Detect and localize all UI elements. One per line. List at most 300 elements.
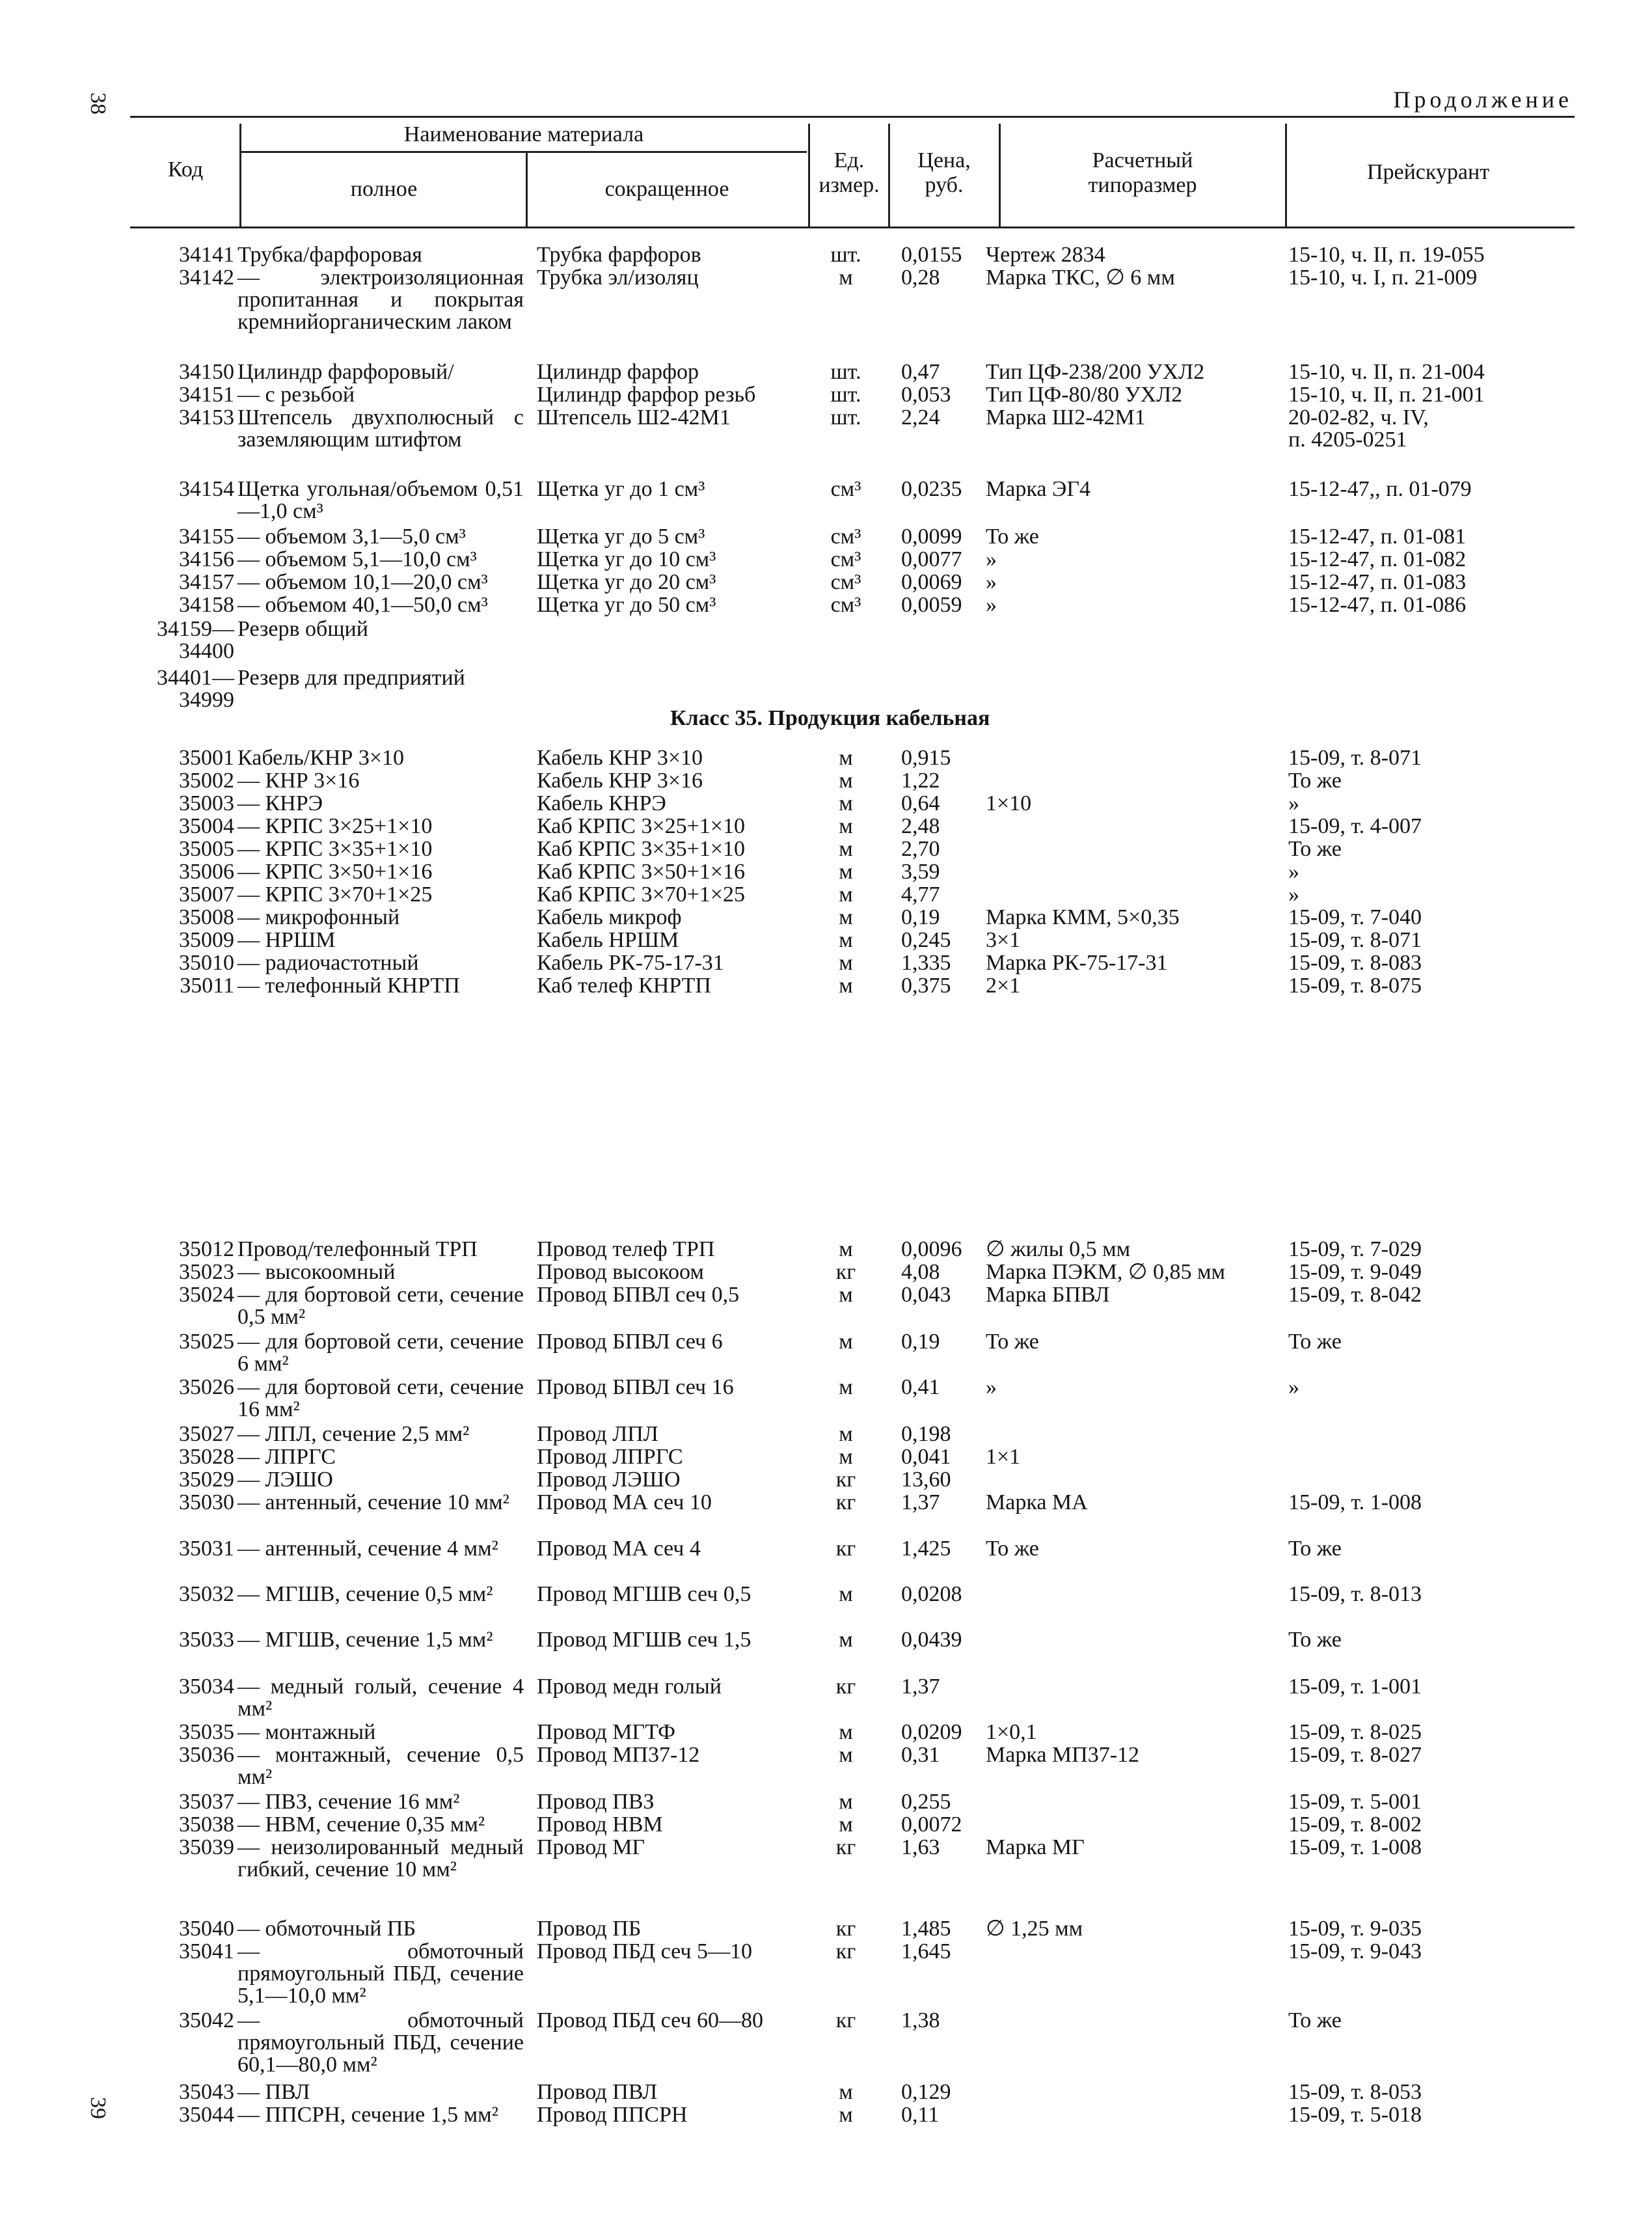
code-cell <box>130 1261 234 1283</box>
unit-cell: м <box>839 1375 853 1399</box>
price-cell: 0,11 <box>901 2103 940 2127</box>
pricelist-cell <box>1288 2081 1601 2103</box>
code-cell-line: 35008 <box>179 905 234 929</box>
size-cell: Марка Ш2-42М1 <box>986 405 1146 430</box>
unit-cell: м <box>839 974 853 998</box>
full-name-cell-line: — объемом 40,1—50,0 см³ <box>237 593 488 617</box>
code-cell-line: 35024 <box>179 1283 234 1307</box>
unit-cell: кг <box>835 2008 856 2032</box>
short-name-cell: Цилиндр фарфор <box>537 360 699 384</box>
code-cell-line: 35037 <box>179 1790 234 1814</box>
price-cell: 1,37 <box>901 1490 940 1514</box>
full-name-cell <box>237 1469 524 1491</box>
pricelist-cell-line: 15-09, т. 4-007 <box>1288 814 1422 838</box>
code-cell-line: 35006 <box>179 860 234 884</box>
full-name-cell <box>237 594 524 616</box>
full-name-cell-line: — микрофонный <box>237 905 400 929</box>
pricelist-cell <box>1288 571 1601 594</box>
pricelist-cell-line: » <box>1288 860 1299 884</box>
short-name-cell: Каб КРПС 3×25+1×10 <box>537 814 745 838</box>
full-name-cell <box>237 975 524 997</box>
short-name-cell: Провод ППСРН <box>537 2103 688 2127</box>
pricelist-cell <box>1288 770 1601 792</box>
full-name-cell-line: — обмоточный прямоугольный ПБД, сечение 60,1—80,0 мм² <box>237 2008 524 2077</box>
price-cell: 0,41 <box>901 1375 940 1399</box>
unit-cell: шт. <box>830 383 861 407</box>
pricelist-cell <box>1288 793 1601 815</box>
code-cell-line: 35005 <box>179 837 234 861</box>
unit-cell: см³ <box>830 593 861 617</box>
price-cell: 0,64 <box>901 791 940 815</box>
pricelist-cell <box>1288 815 1601 838</box>
short-name-cell: Провод ПБД сеч 5—10 <box>537 1939 753 1963</box>
unit-cell: см³ <box>830 525 861 549</box>
price-cell: 0,0059 <box>901 593 962 617</box>
short-name-cell: Провод БПВЛ сеч 6 <box>537 1330 723 1354</box>
full-name-cell-line: — электроизоляционная пропитанная и покрытая кремнийорганическим лаком <box>237 266 524 334</box>
header-divider <box>808 124 810 226</box>
size-cell: » <box>986 593 997 617</box>
size-cell: Марка ЭГ4 <box>986 477 1091 501</box>
unit-cell: м <box>839 746 853 770</box>
short-name-cell: Штепсель Ш2-42М1 <box>537 405 731 430</box>
code-cell <box>130 667 234 711</box>
unit-cell: кг <box>835 1490 856 1514</box>
short-name-cell: Провод БПВЛ сеч 16 <box>537 1375 734 1399</box>
full-name-cell <box>237 1331 524 1375</box>
code-cell <box>130 952 234 974</box>
full-name-cell <box>237 838 524 860</box>
price-cell: 0,0099 <box>901 525 962 549</box>
short-name-cell: Провод ПБ <box>537 1917 642 1941</box>
pricelist-cell-line: 15-09, т. 1-008 <box>1288 1490 1422 1514</box>
pricelist-cell-line: 15-09, т. 5-001 <box>1288 1790 1422 1814</box>
unit-cell: м <box>839 1628 853 1652</box>
price-cell: 0,19 <box>901 1330 940 1354</box>
code-cell-line: 35035 <box>179 1720 234 1744</box>
price-cell: 0,47 <box>901 360 940 384</box>
short-name-cell: Провод высокоом <box>537 1260 704 1284</box>
full-name-cell-line: — объемом 3,1—5,0 см³ <box>237 525 466 549</box>
page-number-bottom: 39 <box>86 2097 110 2119</box>
pricelist-cell <box>1288 594 1601 616</box>
price-cell: 3,59 <box>901 860 940 884</box>
size-cell: Тип ЦФ-238/200 УХЛ2 <box>986 360 1205 384</box>
pricelist-cell <box>1288 1941 1601 1963</box>
size-cell: Марка РК-75-17-31 <box>986 951 1168 975</box>
code-cell <box>130 549 234 571</box>
code-cell-line: 35026 <box>179 1375 234 1399</box>
full-name-cell <box>237 1837 524 1881</box>
full-name-cell <box>237 478 524 523</box>
pricelist-cell <box>1288 478 1601 500</box>
code-cell-line: 35034 <box>179 1675 234 1699</box>
price-cell: 1,645 <box>901 1939 951 1963</box>
full-name-cell-line: — с резьбой <box>237 383 355 407</box>
pricelist-cell-line: 15-09, т. 8-071 <box>1288 746 1422 770</box>
full-name-cell-line: — ЛПРГС <box>237 1445 336 1469</box>
code-cell <box>130 1376 234 1399</box>
pricelist-cell <box>1288 929 1601 951</box>
short-name-cell: Кабель КНРЭ <box>537 791 666 815</box>
code-cell <box>130 1238 234 1261</box>
header-full: полное <box>350 177 418 201</box>
full-name-cell-line: — ПВЗ, сечение 16 мм² <box>237 1790 460 1814</box>
short-name-cell: Провод МА сеч 4 <box>537 1537 701 1561</box>
price-cell: 0,915 <box>901 746 951 770</box>
pricelist-cell <box>1288 861 1601 883</box>
price-cell: 2,24 <box>901 405 940 430</box>
short-name-cell: Кабель КНР 3×10 <box>537 746 703 770</box>
code-cell-line: 35036 <box>179 1743 234 1767</box>
header-divider <box>999 124 1001 226</box>
full-name-cell-line: — НРШМ <box>237 928 336 952</box>
full-name-cell-line: — для бортовой сети, сечение 16 мм² <box>237 1375 524 1421</box>
pricelist-cell <box>1288 1492 1601 1514</box>
pricelist-cell <box>1288 952 1601 974</box>
short-name-cell: Каб телеф КНРТП <box>537 974 711 998</box>
short-name-cell: Щетка уг до 50 см³ <box>537 593 716 617</box>
full-name-cell-line: — обмоточный ПБ <box>237 1917 416 1941</box>
continuation-label: Продолжение <box>1393 87 1573 113</box>
pricelist-cell <box>1288 1583 1601 1606</box>
pricelist-cell <box>1288 549 1601 571</box>
code-cell <box>130 770 234 792</box>
pricelist-cell-line: п. 4205-0251 <box>1288 428 1407 452</box>
price-cell: 0,19 <box>901 905 940 929</box>
full-name-cell-line: — монтажный, сечение 0,5 мм² <box>237 1743 524 1789</box>
short-name-cell: Провод БПВЛ сеч 0,5 <box>537 1283 740 1307</box>
size-cell: Марка ТКС, ∅ 6 мм <box>986 266 1175 290</box>
full-name-cell <box>237 1238 524 1261</box>
full-name-cell <box>237 1538 524 1560</box>
size-cell: ∅ 1,25 мм <box>986 1917 1083 1941</box>
unit-cell: м <box>839 1445 853 1469</box>
short-name-cell: Провод медн голый <box>537 1675 722 1699</box>
pricelist-cell-line: 15-09, т. 8-053 <box>1288 2080 1422 2104</box>
unit-cell: м <box>839 1422 853 1446</box>
code-cell-line: 35025 <box>179 1330 234 1354</box>
short-name-cell: Провод МГ <box>537 1835 645 1859</box>
pricelist-cell <box>1288 2104 1601 2126</box>
code-cell <box>130 1629 234 1651</box>
pricelist-cell-line: 15-12-47,, п. 01-079 <box>1288 477 1472 501</box>
code-cell-line: 35028 <box>179 1445 234 1469</box>
size-cell: Марка БПВЛ <box>986 1283 1110 1307</box>
pricelist-cell <box>1288 747 1601 769</box>
code-cell <box>130 594 234 616</box>
pricelist-cell-line: То же <box>1288 769 1342 793</box>
header-bottom-rule <box>130 226 1575 228</box>
full-name-cell-line: — ПВЛ <box>237 2080 310 2104</box>
full-name-cell <box>237 1791 524 1813</box>
full-name-cell-line: Резерв для предприятий <box>237 666 465 690</box>
header-short: сокращенное <box>604 177 729 201</box>
size-cell: » <box>986 1375 997 1399</box>
short-name-cell: Каб КРПС 3×50+1×16 <box>537 860 745 884</box>
header-divider <box>1285 124 1287 226</box>
full-name-cell-line: Трубка/фарфоровая <box>237 243 422 267</box>
unit-cell: шт. <box>830 405 861 430</box>
full-name-cell <box>237 1721 524 1744</box>
unit-cell: кг <box>835 1675 856 1699</box>
code-cell-line: 35027 <box>179 1422 234 1446</box>
unit-cell: шт. <box>830 243 861 267</box>
code-cell <box>130 1721 234 1744</box>
size-cell: То же <box>986 1537 1039 1561</box>
code-cell-line: 35004 <box>179 814 234 838</box>
unit-cell: см³ <box>830 570 861 594</box>
unit-cell: м <box>839 2103 853 2127</box>
header-divider <box>239 124 241 226</box>
pricelist-cell <box>1288 1629 1601 1651</box>
pricelist-cell-line: То же <box>1288 1330 1342 1354</box>
pricelist-cell <box>1288 526 1601 548</box>
code-cell <box>130 1918 234 1940</box>
short-name-cell: Кабель НРШМ <box>537 928 679 952</box>
header-pricelist: Прейскурант <box>1366 160 1490 184</box>
pricelist-cell-line: 15-09, т. 9-035 <box>1288 1917 1422 1941</box>
full-name-cell <box>237 1446 524 1468</box>
full-name-cell-line: Провод/телефонный ТРП <box>237 1237 478 1261</box>
pricelist-cell-line: 15-09, т. 1-001 <box>1288 1675 1422 1699</box>
price-cell: 4,77 <box>901 882 940 907</box>
code-cell <box>130 1814 234 1836</box>
code-cell-line: 35043 <box>179 2080 234 2104</box>
size-cell: 1×1 <box>986 1445 1021 1469</box>
pricelist-cell <box>1288 244 1601 266</box>
code-cell-line: 34158 <box>179 593 234 617</box>
short-name-cell: Провод ЛПРГС <box>537 1445 683 1469</box>
price-cell: 0,0096 <box>901 1237 962 1261</box>
code-cell <box>130 571 234 594</box>
unit-cell: м <box>839 1720 853 1744</box>
price-cell: 1,63 <box>901 1835 940 1859</box>
code-cell <box>130 1837 234 1859</box>
code-cell <box>130 1446 234 1468</box>
full-name-cell-line: — ЛПЛ, сечение 2,5 мм² <box>237 1422 470 1446</box>
full-name-cell <box>237 770 524 792</box>
price-cell: 0,31 <box>901 1743 940 1767</box>
code-cell <box>130 618 234 663</box>
short-name-cell: Провод МГШВ сеч 1,5 <box>537 1628 752 1652</box>
code-cell <box>130 1492 234 1514</box>
code-cell <box>130 267 234 289</box>
full-name-cell <box>237 549 524 571</box>
full-name-cell-line: — антенный, сечение 4 мм² <box>237 1537 498 1561</box>
short-name-cell: Щетка уг до 5 см³ <box>537 525 705 549</box>
unit-cell: м <box>839 1743 853 1767</box>
pricelist-cell <box>1288 1721 1601 1744</box>
pricelist-cell-line: 15-09, т. 8-075 <box>1288 974 1422 998</box>
price-cell: 0,255 <box>901 1790 951 1814</box>
pricelist-cell-line: То же <box>1288 837 1342 861</box>
short-name-cell: Провод телеф ТРП <box>537 1237 715 1261</box>
pricelist-cell <box>1288 884 1601 906</box>
code-cell-line: 34142 <box>179 266 234 290</box>
code-cell-line: 35011 <box>180 974 234 998</box>
unit-cell: м <box>839 814 853 838</box>
header-size: Расчетный типоразмер <box>1088 148 1197 197</box>
code-cell-line: 34999 <box>179 688 234 712</box>
code-cell <box>130 838 234 860</box>
code-cell <box>130 1676 234 1698</box>
class-heading: Класс 35. Продукция кабельная <box>670 706 990 730</box>
full-name-cell <box>237 1941 524 2007</box>
code-cell-line: 35010 <box>179 951 234 975</box>
size-cell: » <box>986 570 997 594</box>
pricelist-cell-line: То же <box>1288 2008 1342 2032</box>
pricelist-cell-line: 15-10, ч. II, п. 19-055 <box>1288 243 1485 267</box>
short-name-cell: Каб КРПС 3×35+1×10 <box>537 837 745 861</box>
pricelist-cell-line: 15-09, т. 8-042 <box>1288 1283 1422 1307</box>
full-name-cell <box>237 667 524 689</box>
full-name-cell-line: Щетка угольная/объемом 0,51—1,0 см³ <box>237 477 524 523</box>
price-cell: 0,0077 <box>901 547 962 571</box>
pricelist-cell <box>1288 384 1601 406</box>
code-cell-line: 35031 <box>179 1537 234 1561</box>
unit-cell: м <box>839 2080 853 2104</box>
pricelist-cell-line: 15-10, ч. II, п. 21-004 <box>1288 360 1485 384</box>
full-name-cell-line: — медный голый, сечение 4 мм² <box>237 1675 524 1721</box>
unit-cell: м <box>839 928 853 952</box>
short-name-cell: Провод МП37-12 <box>537 1743 700 1767</box>
pricelist-cell-line: 15-09, т. 7-040 <box>1288 905 1422 929</box>
code-cell-line: 35012 <box>179 1237 234 1261</box>
code-cell <box>130 407 234 429</box>
unit-cell: м <box>839 769 853 793</box>
full-name-cell <box>237 1744 524 1788</box>
unit-cell: м <box>839 905 853 929</box>
size-cell: » <box>986 547 997 571</box>
pricelist-cell-line: То же <box>1288 1537 1342 1561</box>
code-cell-line: 34150 <box>179 360 234 384</box>
size-cell: Марка МП37-12 <box>986 1743 1140 1767</box>
pricelist-cell-line: 15-10, ч. II, п. 21-001 <box>1288 383 1485 407</box>
header-divider <box>526 153 528 226</box>
size-cell: Марка МГ <box>986 1835 1085 1859</box>
price-cell: 0,245 <box>901 928 951 952</box>
code-cell-line: 34401— <box>157 666 234 690</box>
full-name-cell <box>237 884 524 906</box>
size-cell: ∅ жилы 0,5 мм <box>986 1237 1131 1261</box>
full-name-cell <box>237 361 524 383</box>
full-name-cell-line: — объемом 5,1—10,0 см³ <box>237 547 477 571</box>
full-name-cell-line: — объемом 10,1—20,0 см³ <box>237 570 488 594</box>
short-name-cell: Цилиндр фарфор резьб <box>537 383 756 407</box>
pricelist-cell <box>1288 907 1601 929</box>
unit-cell: м <box>839 791 853 815</box>
short-name-cell: Щетка уг до 1 см³ <box>537 477 705 501</box>
price-cell: 1,335 <box>901 951 951 975</box>
unit-cell: м <box>839 1812 853 1837</box>
pricelist-cell-line: 15-09, т. 8-025 <box>1288 1720 1422 1744</box>
unit-cell: шт. <box>830 360 861 384</box>
pricelist-cell-line: 15-09, т. 8-002 <box>1288 1812 1422 1837</box>
code-cell <box>130 526 234 548</box>
price-cell: 0,0208 <box>901 1582 962 1606</box>
code-cell-line: 35032 <box>179 1582 234 1606</box>
code-cell <box>130 815 234 838</box>
full-name-cell <box>237 244 524 266</box>
code-cell-line: 35044 <box>179 2103 234 2127</box>
full-name-cell <box>237 2104 524 2126</box>
pricelist-cell-line: 15-09, т. 8-013 <box>1288 1582 1422 1606</box>
full-name-cell-line: — ЛЭШО <box>237 1468 333 1492</box>
pricelist-cell-line: 15-12-47, п. 01-083 <box>1288 570 1467 594</box>
code-cell <box>130 929 234 951</box>
pricelist-cell-line: 20-02-82, ч. IV, <box>1288 405 1429 430</box>
unit-cell: кг <box>835 1537 856 1561</box>
size-cell: Марка ПЭКМ, ∅ 0,85 мм <box>986 1260 1225 1284</box>
price-cell: 0,043 <box>901 1283 951 1307</box>
code-cell-line: 35007 <box>179 882 234 907</box>
short-name-cell: Провод ПВЛ <box>537 2080 658 2104</box>
unit-cell: м <box>839 1237 853 1261</box>
full-name-cell <box>237 1676 524 1720</box>
code-cell <box>130 861 234 883</box>
code-cell-line: 35029 <box>179 1468 234 1492</box>
pricelist-cell-line: » <box>1288 882 1299 907</box>
full-name-cell-line: Штепсель двухполюсный с заземляющим штифтом <box>237 405 524 452</box>
code-cell-line: 35042 <box>179 2008 234 2032</box>
price-cell: 0,0439 <box>901 1628 962 1652</box>
full-name-cell-line: — антенный, сечение 10 мм² <box>237 1490 509 1514</box>
price-cell: 1,485 <box>901 1917 951 1941</box>
full-name-cell <box>237 929 524 951</box>
full-name-cell-line: — ППСРН, сечение 1,5 мм² <box>237 2103 498 2127</box>
code-cell <box>130 1469 234 1491</box>
code-cell <box>130 747 234 769</box>
short-name-cell: Каб КРПС 3×70+1×25 <box>537 882 745 907</box>
header-price: Цена, руб. <box>917 148 971 197</box>
pricelist-cell <box>1288 1261 1601 1283</box>
price-cell: 1,22 <box>901 769 940 793</box>
full-name-cell-line: — обмоточный прямоугольный ПБД, сечение 5,1—10,0 мм² <box>237 1939 524 2008</box>
full-name-cell-line: — высокоомный <box>237 1260 396 1284</box>
pricelist-cell <box>1288 1676 1601 1698</box>
price-cell: 0,053 <box>901 383 951 407</box>
code-cell <box>130 384 234 406</box>
full-name-cell <box>237 2081 524 2103</box>
pricelist-cell-line: 15-12-47, п. 01-086 <box>1288 593 1467 617</box>
code-cell <box>130 793 234 815</box>
pricelist-cell <box>1288 1538 1601 1560</box>
pricelist-cell-line: 15-09, т. 7-029 <box>1288 1237 1422 1261</box>
unit-cell: кг <box>835 1835 856 1859</box>
full-name-cell-line: — КРПС 3×70+1×25 <box>237 882 433 907</box>
code-cell-line: 35041 <box>179 1939 234 1963</box>
pricelist-cell <box>1288 2010 1601 2032</box>
full-name-cell-line: — для бортовой сети, сечение 0,5 мм² <box>237 1283 524 1329</box>
price-cell: 0,375 <box>901 974 951 998</box>
code-cell-line: 34159— <box>157 617 234 641</box>
pricelist-cell <box>1288 361 1601 383</box>
short-name-cell: Кабель РК-75-17-31 <box>537 951 724 975</box>
full-name-cell <box>237 861 524 883</box>
full-name-cell <box>237 267 524 333</box>
unit-cell: м <box>839 1582 853 1606</box>
full-name-cell-line: — телефонный КНРТП <box>237 974 460 998</box>
pricelist-cell <box>1288 267 1601 289</box>
full-name-cell-line: Цилиндр фарфоровый/ <box>237 360 454 384</box>
short-name-cell: Провод ПБД сеч 60—80 <box>537 2008 764 2032</box>
full-name-cell-line: — КРПС 3×35+1×10 <box>237 837 433 861</box>
full-name-cell <box>237 1814 524 1836</box>
short-name-cell: Провод ЛПЛ <box>537 1422 658 1446</box>
full-name-cell <box>237 1261 524 1283</box>
full-name-cell-line: — МГШВ, сечение 0,5 мм² <box>237 1582 493 1606</box>
